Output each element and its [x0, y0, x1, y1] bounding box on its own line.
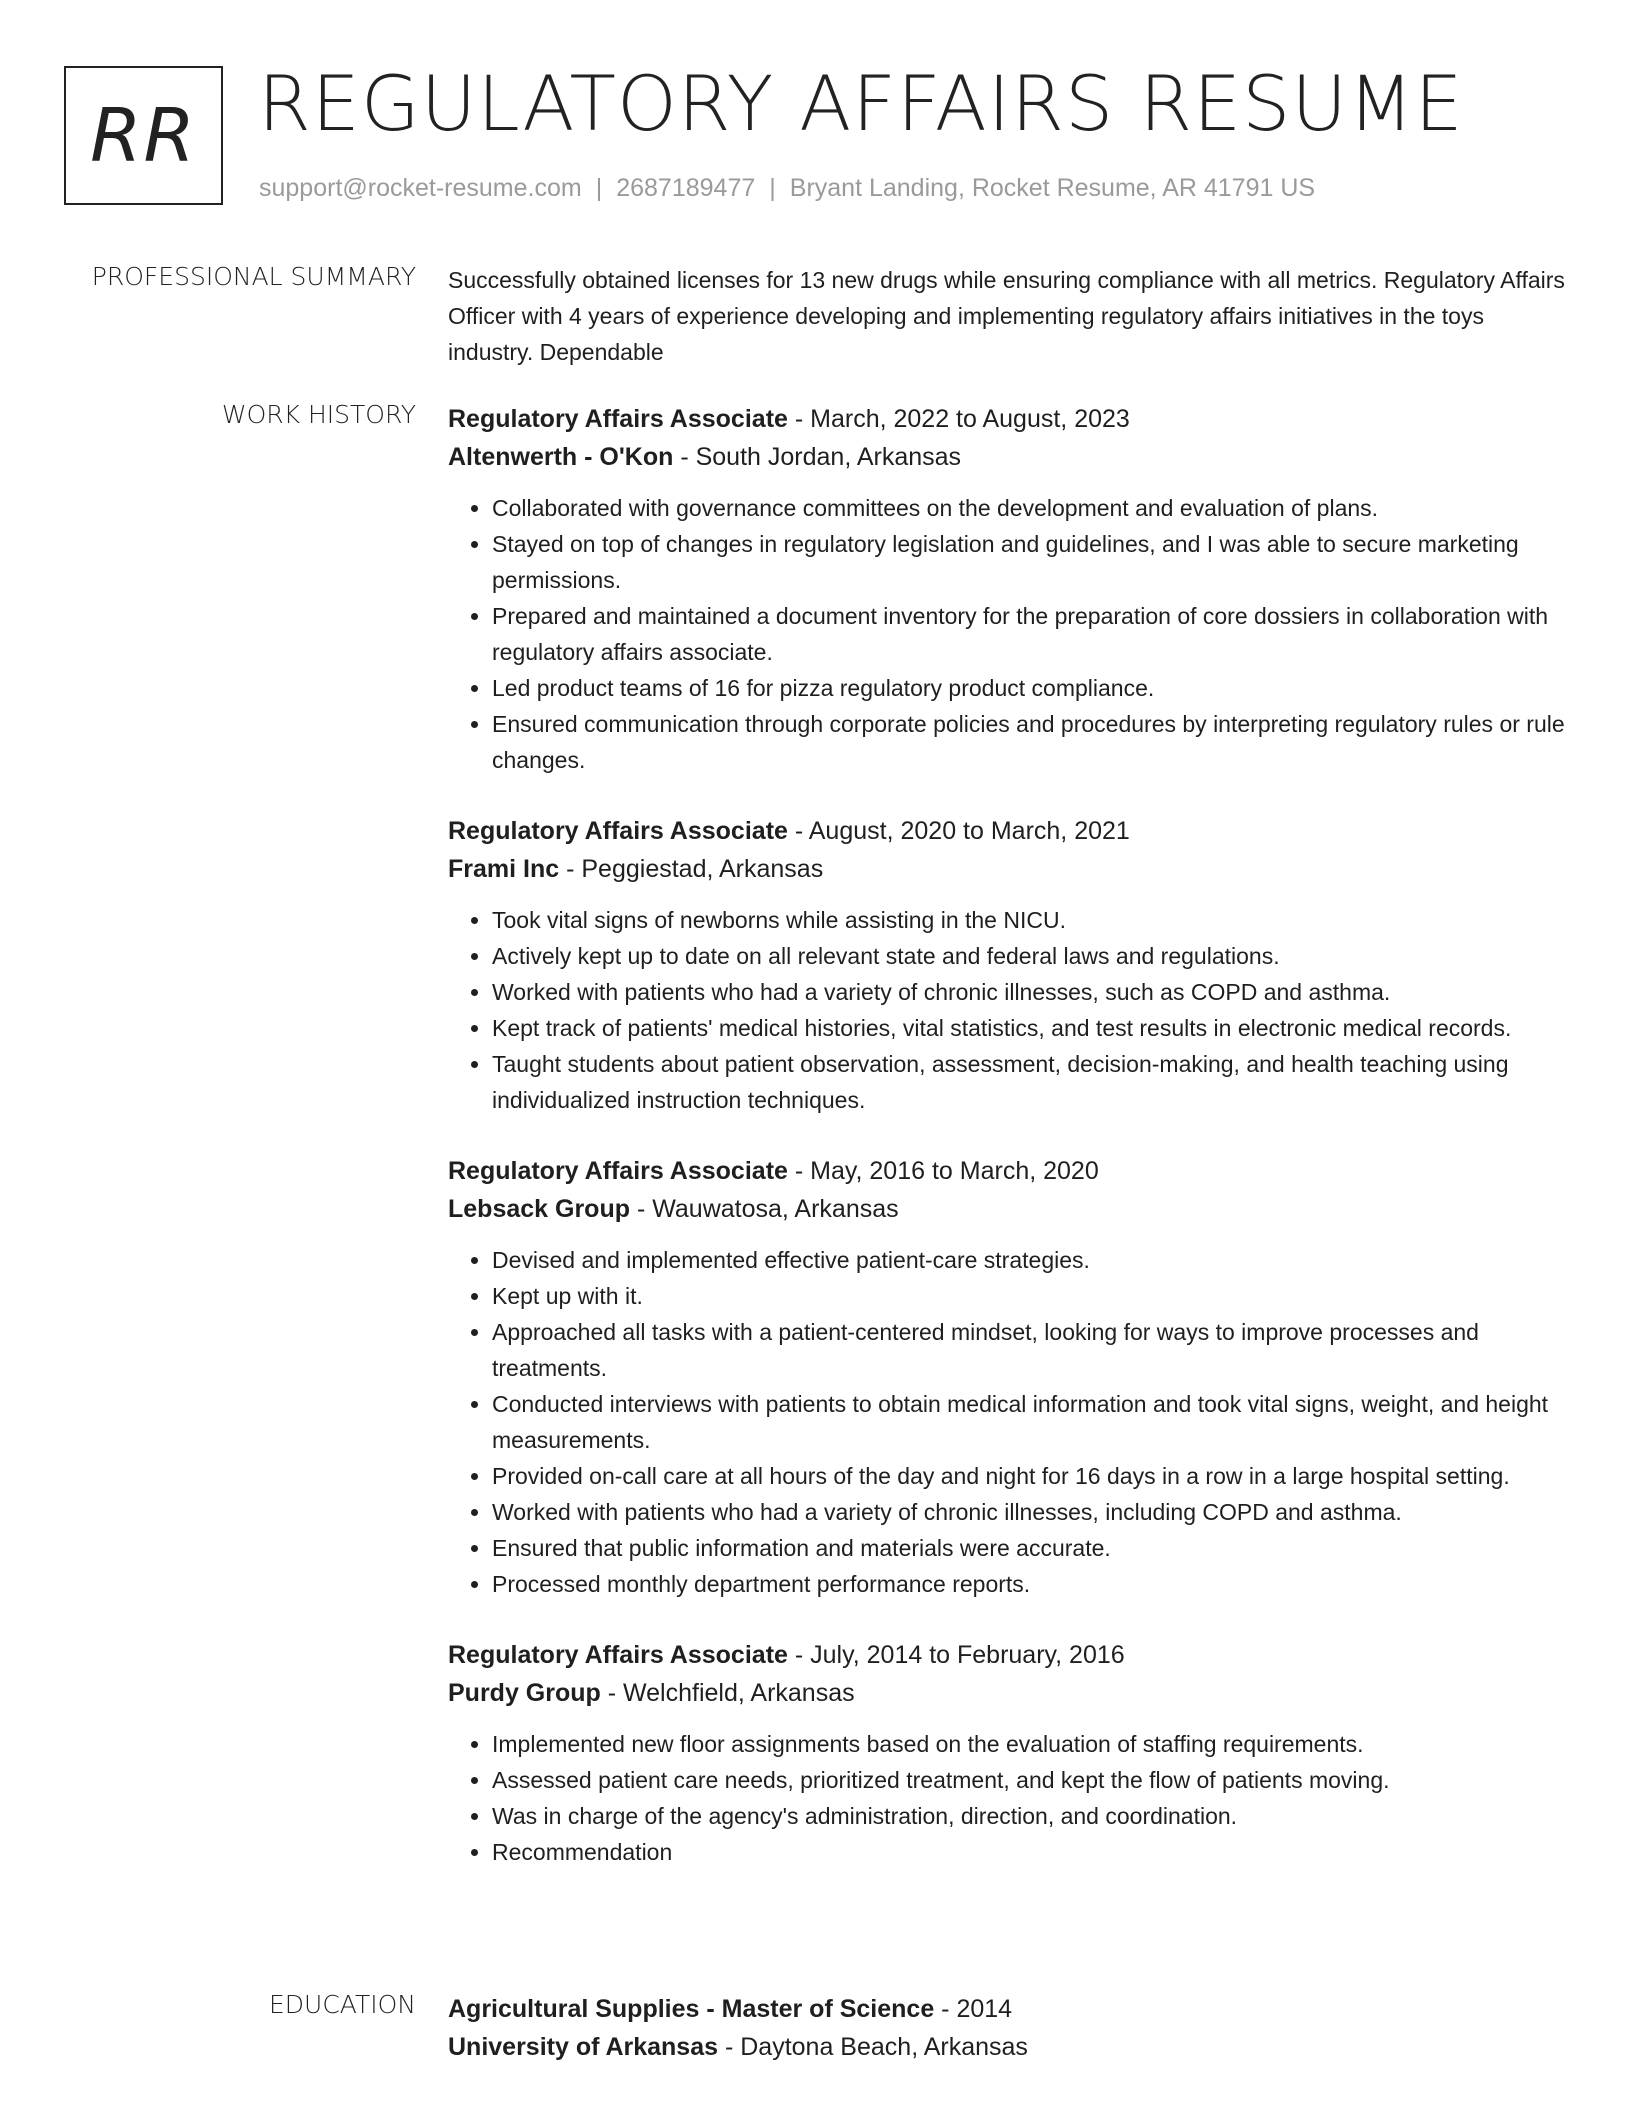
job-title: Regulatory Affairs Associate	[448, 405, 788, 433]
job-dates: - August, 2020 to March, 2021	[787, 817, 1130, 845]
contact-separator: |	[595, 174, 603, 202]
job-bullets	[448, 1242, 1568, 1602]
section-label-work-history: WORK HISTORY	[221, 400, 416, 429]
job-company-line	[448, 438, 1568, 476]
job-dates: - May, 2016 to March, 2020	[787, 1157, 1099, 1185]
job-bullet: • Assessed patient care needs, prioritized treatment, and kept the flow of patients moving.	[492, 1762, 1568, 1798]
job-title-line	[448, 400, 1568, 438]
job-bullet: • Worked with patients who had a variety of chronic illnesses, such as COPD and asthma.	[492, 974, 1568, 1010]
job-entry	[448, 400, 1568, 778]
job-bullet: • Taught students about patient observation, assessment, decision-making, and health teaching using individualized instruction techniques.	[492, 1046, 1568, 1118]
section-label-summary: PROFESSIONAL SUMMARY	[91, 262, 416, 291]
job-company: Purdy Group	[448, 1679, 601, 1707]
contact-phone: 2687189477	[616, 174, 756, 202]
job-bullet: • Provided on-call care at all hours of the day and night for 16 days in a row in a large hospital setting.	[492, 1458, 1568, 1494]
education-location: - Daytona Beach, Arkansas	[718, 2033, 1028, 2061]
job-bullet: • Kept up with it.	[492, 1278, 1568, 1314]
job-title: Regulatory Affairs Associate	[448, 1157, 788, 1185]
job-company-line	[448, 1190, 1568, 1228]
job-dates: - July, 2014 to February, 2016	[787, 1641, 1125, 1669]
job-bullets	[448, 902, 1568, 1118]
job-bullet: • Kept track of patients' medical histories, vital statistics, and test results in electronic medical records.	[492, 1010, 1568, 1046]
job-bullet: • Ensured communication through corporate policies and procedures by interpreting regulatory rules or rule changes.	[492, 706, 1568, 778]
contact-separator: |	[769, 174, 776, 202]
contact-address: Bryant Landing, Rocket Resume, AR 41791 US	[789, 174, 1316, 202]
job-bullet: • Actively kept up to date on all relevant state and federal laws and regulations.	[492, 938, 1568, 974]
summary-text: Successfully obtained licenses for 13 new drugs while ensuring compliance with all metrics. Regulatory Affairs Officer with 4 years of experience developing and implementing regulatory affairs initiatives in the toys industry. Dependable	[448, 267, 1565, 365]
job-bullet: • Recommendation	[492, 1834, 1568, 1870]
education-degree: Agricultural Supplies - Master of Science	[448, 1995, 935, 2023]
education-school: University of Arkansas	[448, 2033, 719, 2061]
education-list	[448, 1990, 1568, 2100]
job-company-line	[448, 850, 1568, 888]
job-bullets	[448, 1726, 1568, 1870]
job-location: - Peggiestad, Arkansas	[559, 855, 824, 883]
job-bullet: • Conducted interviews with patients to obtain medical information and took vital signs, weight, and height measurements.	[492, 1386, 1568, 1458]
education-degree-line	[448, 1990, 1568, 2028]
job-title: Regulatory Affairs Associate	[448, 1641, 788, 1669]
job-bullet: • Collaborated with governance committees on the development and evaluation of plans.	[492, 490, 1568, 526]
job-company: Frami Inc	[448, 855, 560, 883]
resume-title: REGULATORY AFFAIRS RESUME	[258, 59, 1464, 148]
job-bullet: • Was in charge of the agency's administration, direction, and coordination.	[492, 1798, 1568, 1834]
job-location: - Wauwatosa, Arkansas	[630, 1195, 899, 1223]
job-location: - Welchfield, Arkansas	[600, 1679, 855, 1707]
job-title: Regulatory Affairs Associate	[448, 817, 788, 845]
job-company: Lebsack Group	[448, 1195, 630, 1223]
monogram-logo: RR	[64, 66, 223, 205]
job-bullet: • Approached all tasks with a patient-centered mindset, looking for ways to improve processes and treatments.	[492, 1314, 1568, 1386]
contact-email: support@rocket-resume.com	[259, 174, 582, 202]
job-bullet: • Prepared and maintained a document inventory for the preparation of core dossiers in collaboration with regulatory affairs associate.	[492, 598, 1568, 670]
contact-line	[259, 174, 1315, 203]
section-label-education: EDUCATION	[269, 1990, 416, 2019]
education-school-line	[448, 2028, 1568, 2066]
job-entry	[448, 1152, 1568, 1602]
job-title-line	[448, 812, 1568, 850]
job-company: Altenwerth - O'Kon	[448, 443, 674, 471]
job-bullet: • Took vital signs of newborns while assisting in the NICU.	[492, 902, 1568, 938]
education-year: - 2014	[934, 1995, 1013, 2023]
job-bullet: • Ensured that public information and materials were accurate.	[492, 1530, 1568, 1566]
job-bullet: • Implemented new floor assignments based on the evaluation of staffing requirements.	[492, 1726, 1568, 1762]
education-entry	[448, 1990, 1568, 2066]
job-bullet: • Worked with patients who had a variety of chronic illnesses, including COPD and asthma.	[492, 1494, 1568, 1530]
job-entry	[448, 812, 1568, 1118]
job-company-line	[448, 1674, 1568, 1712]
job-title-line	[448, 1152, 1568, 1190]
job-entry	[448, 1636, 1568, 1870]
work-history-list	[448, 400, 1568, 1904]
job-location: - South Jordan, Arkansas	[673, 443, 962, 471]
job-bullet: • Led product teams of 16 for pizza regulatory product compliance.	[492, 670, 1568, 706]
job-bullet: • Devised and implemented effective patient-care strategies.	[492, 1242, 1568, 1278]
job-bullets	[448, 490, 1568, 778]
job-dates: - March, 2022 to August, 2023	[787, 405, 1130, 433]
job-title-line	[448, 1636, 1568, 1674]
job-bullet: • Stayed on top of changes in regulatory legislation and guidelines, and I was able to secure marketing permissions.	[492, 526, 1568, 598]
job-bullet: • Processed monthly department performance reports.	[492, 1566, 1568, 1602]
